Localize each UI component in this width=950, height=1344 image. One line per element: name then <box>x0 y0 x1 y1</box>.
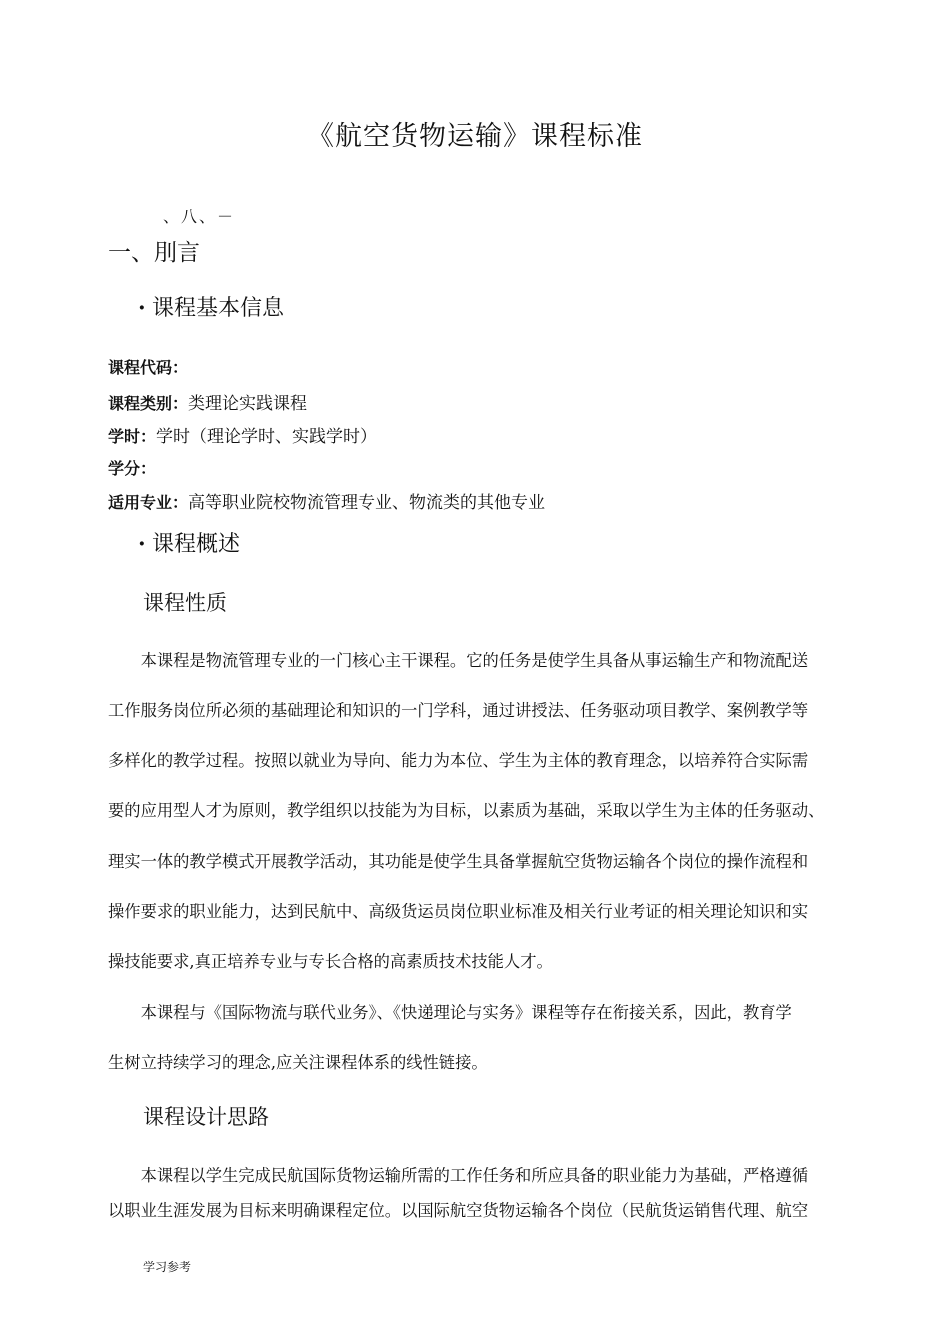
info-key: 课程代码： <box>108 358 189 377</box>
page-footer: 学习参考 <box>143 1260 192 1274</box>
bullet-icon: · <box>138 295 146 321</box>
subsection-basic-info <box>138 291 284 322</box>
info-value: 类理论实践课程 <box>188 394 308 414</box>
paragraph-line: 要的应用型人才为原则，教学组织以技能为为目标，以素质为基础，采取以学生为主体的任务驱动、 <box>108 801 825 820</box>
paragraph-line: 理实一体的教学模式开展教学活动，其功能是使学生具备掌握航空货物运输各个岗位的操作流程和 <box>108 852 809 871</box>
heading-course-design: 课程设计思路 <box>143 1105 269 1129</box>
info-key: 学时： <box>108 427 157 446</box>
info-key: 学分： <box>108 459 157 478</box>
bullet-icon: · <box>138 531 146 557</box>
section-heading-preface: 一、刖言 <box>108 240 200 266</box>
subsection-basic-info-label: 课程基本信息 <box>152 296 285 321</box>
info-course-credits <box>108 456 156 479</box>
info-key: 课程类别： <box>108 394 189 413</box>
info-value: 高等职业院校物流管理专业、物流类的其他专业 <box>188 493 546 513</box>
paragraph-line: 本课程是物流管理专业的一门核心主干课程。它的任务是使学生具备从事运输生产和物流配送 <box>108 651 809 670</box>
paragraph-line: 多样化的教学过程。按照以就业为导向、能力为本位、学生为主体的教育理念，以培养符合实际需 <box>108 751 809 770</box>
info-course-category <box>108 389 307 414</box>
paragraph-line: 本课程与《国际物流与联代业务》、《快递理论与实务》课程等存在衔接关系，因此，教育学 <box>108 1003 792 1022</box>
paragraph-line: 操作要求的职业能力，达到民航中、高级货运员岗位职业标准及相关行业考证的相关理论知识和实 <box>108 902 809 921</box>
info-key: 适用专业： <box>108 493 189 512</box>
subsection-overview <box>138 527 240 558</box>
subsection-overview-label: 课程概述 <box>152 532 241 557</box>
paragraph-line: 本课程以学生完成民航国际货物运输所需的工作任务和所应具备的职业能力为基础，严格遵循 <box>108 1166 809 1185</box>
info-value: 学时（理论学时、实践学时） <box>156 427 378 447</box>
paragraph-line: 以职业生涯发展为目标来明确课程定位。以国际航空货物运输各个岗位（民航货运销售代理、航空 <box>108 1201 809 1220</box>
stray-mark: 、八、－ <box>163 207 236 226</box>
paragraph-line: 工作服务岗位所必须的基础理论和知识的一门学科，通过讲授法、任务驱动项目教学、案例教学等 <box>108 701 809 720</box>
document-title: 《航空货物运输》课程标准 <box>307 121 643 152</box>
heading-course-nature: 课程性质 <box>143 591 227 615</box>
info-course-code <box>108 355 188 378</box>
paragraph-line: 生树立持续学习的理念,应关注课程体系的线性链接。 <box>108 1053 488 1072</box>
paragraph-line: 操技能要求,真正培养专业与专长合格的高素质技术技能人才。 <box>108 952 553 971</box>
info-applicable-major <box>108 488 545 513</box>
info-course-hours <box>108 422 377 447</box>
